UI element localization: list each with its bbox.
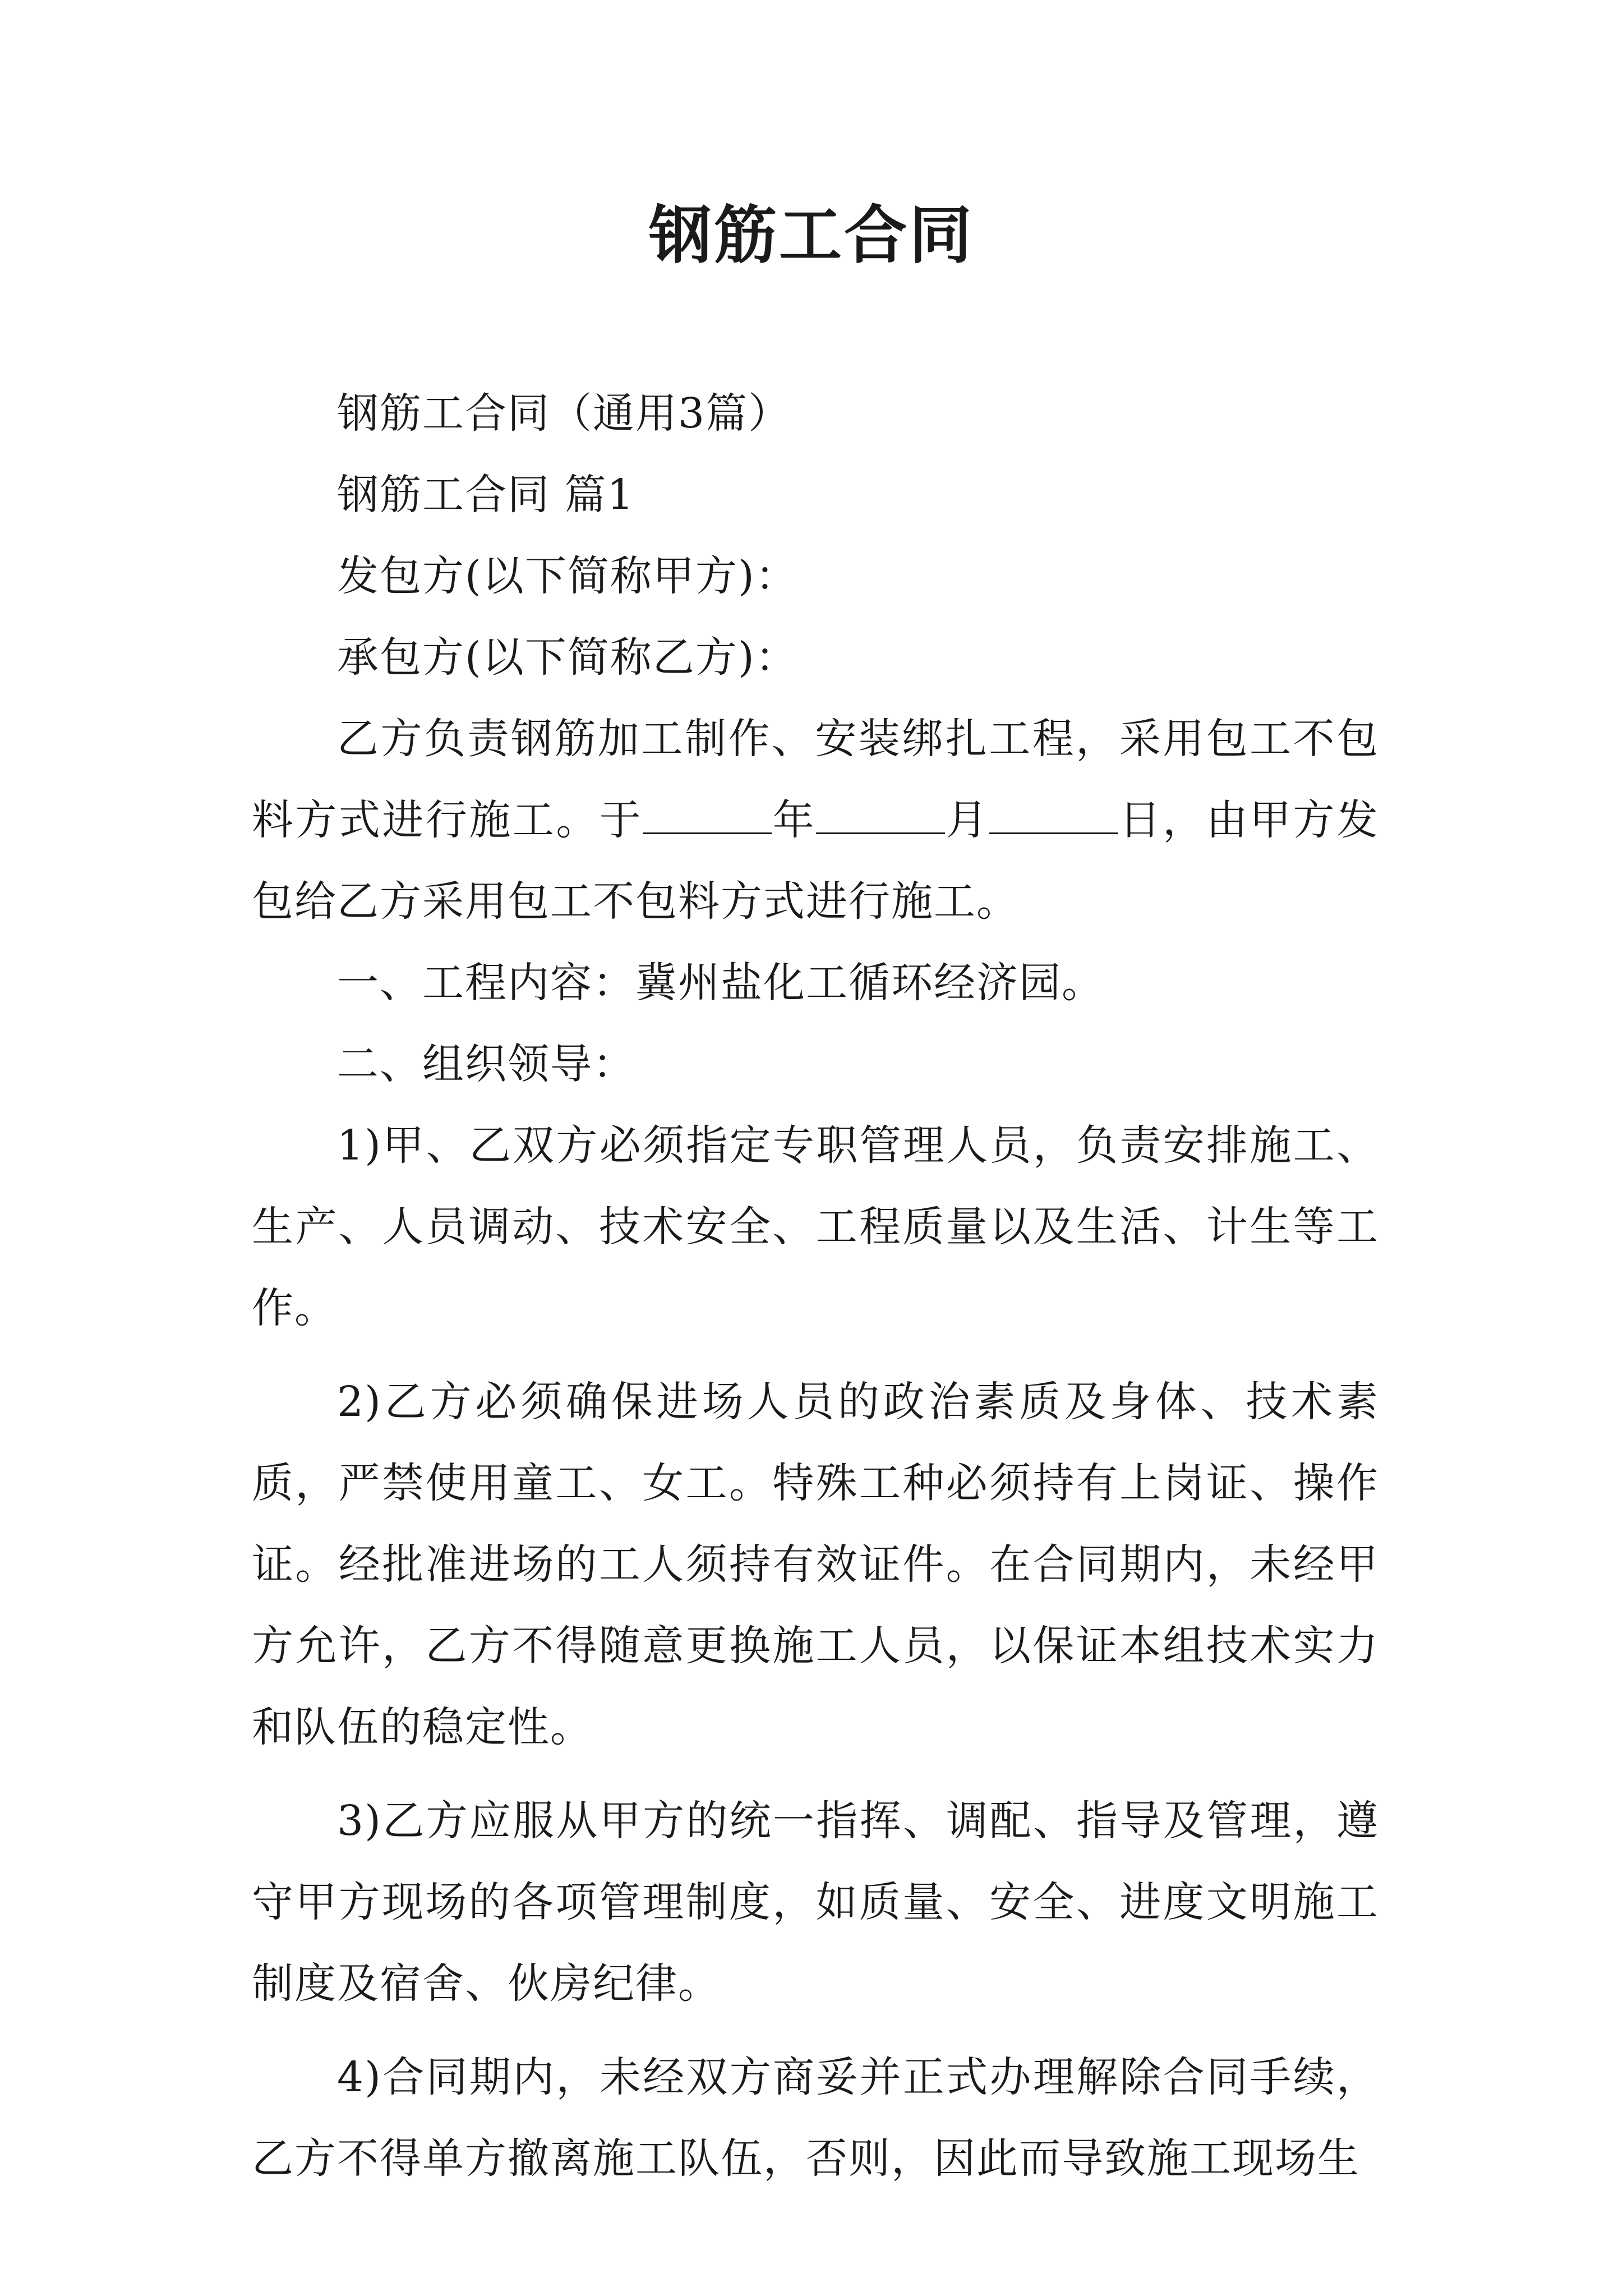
intro-paragraph (252, 698, 1379, 942)
intro-year-label: 年 (772, 796, 817, 844)
item-1: 1)甲、乙双方必须指定专职管理人员，负责安排施工、生产、人员调动、技术安全、工程质量以及生活、计生等工作。 (252, 1121, 1379, 1332)
intro-month-label: 月 (945, 796, 990, 844)
intro-text-2: 日，由甲方发包给乙方采用包工不包料方式进行施工。 (252, 796, 1380, 926)
section-heading: 钢筋工合同 篇1 (337, 471, 635, 519)
clause-2: 二、组织领导： (337, 1040, 635, 1088)
year-blank (643, 799, 772, 834)
item-2: 2)乙方必须确保进场人员的政治素质及身体、技术素质，严禁使用童工、女工。特殊工种必须持有上岗证、操作证。经批准进场的工人须持有效证件。在合同期内，未经甲方允许，乙方不得随意更换施工人员，以保证本组技术实力和队伍的稳定性。 (252, 1378, 1379, 1751)
party-b-line: 承包方(以下简称乙方)： (337, 633, 798, 682)
item-4: 4)合同期内，未经双方商妥并正式办理解除合同手续，乙方不得单方撤离施工队伍，否则，因此而导致施工现场生 (252, 2053, 1379, 2183)
intro-text-1: 乙方负责钢筋加工制作、安装绑扎工程，采用包工不包料方式进行施工。于 (252, 715, 1379, 844)
day-blank (989, 799, 1118, 834)
document-body (252, 373, 1379, 2200)
document-title: 钢筋工合同 (649, 199, 974, 272)
subtitle: 钢筋工合同（通用3篇） (337, 389, 791, 438)
clause-1: 一、工程内容：冀州盐化工循环经济园。 (337, 959, 1104, 1007)
party-a-line: 发包方(以下简称甲方)： (337, 552, 798, 600)
item-3: 3)乙方应服从甲方的统一指挥、调配、指导及管理，遵守甲方现场的各项管理制度，如质量、安全、进度文明施工制度及宿舍、伙房纪律。 (252, 1797, 1379, 2008)
month-blank (816, 799, 945, 834)
